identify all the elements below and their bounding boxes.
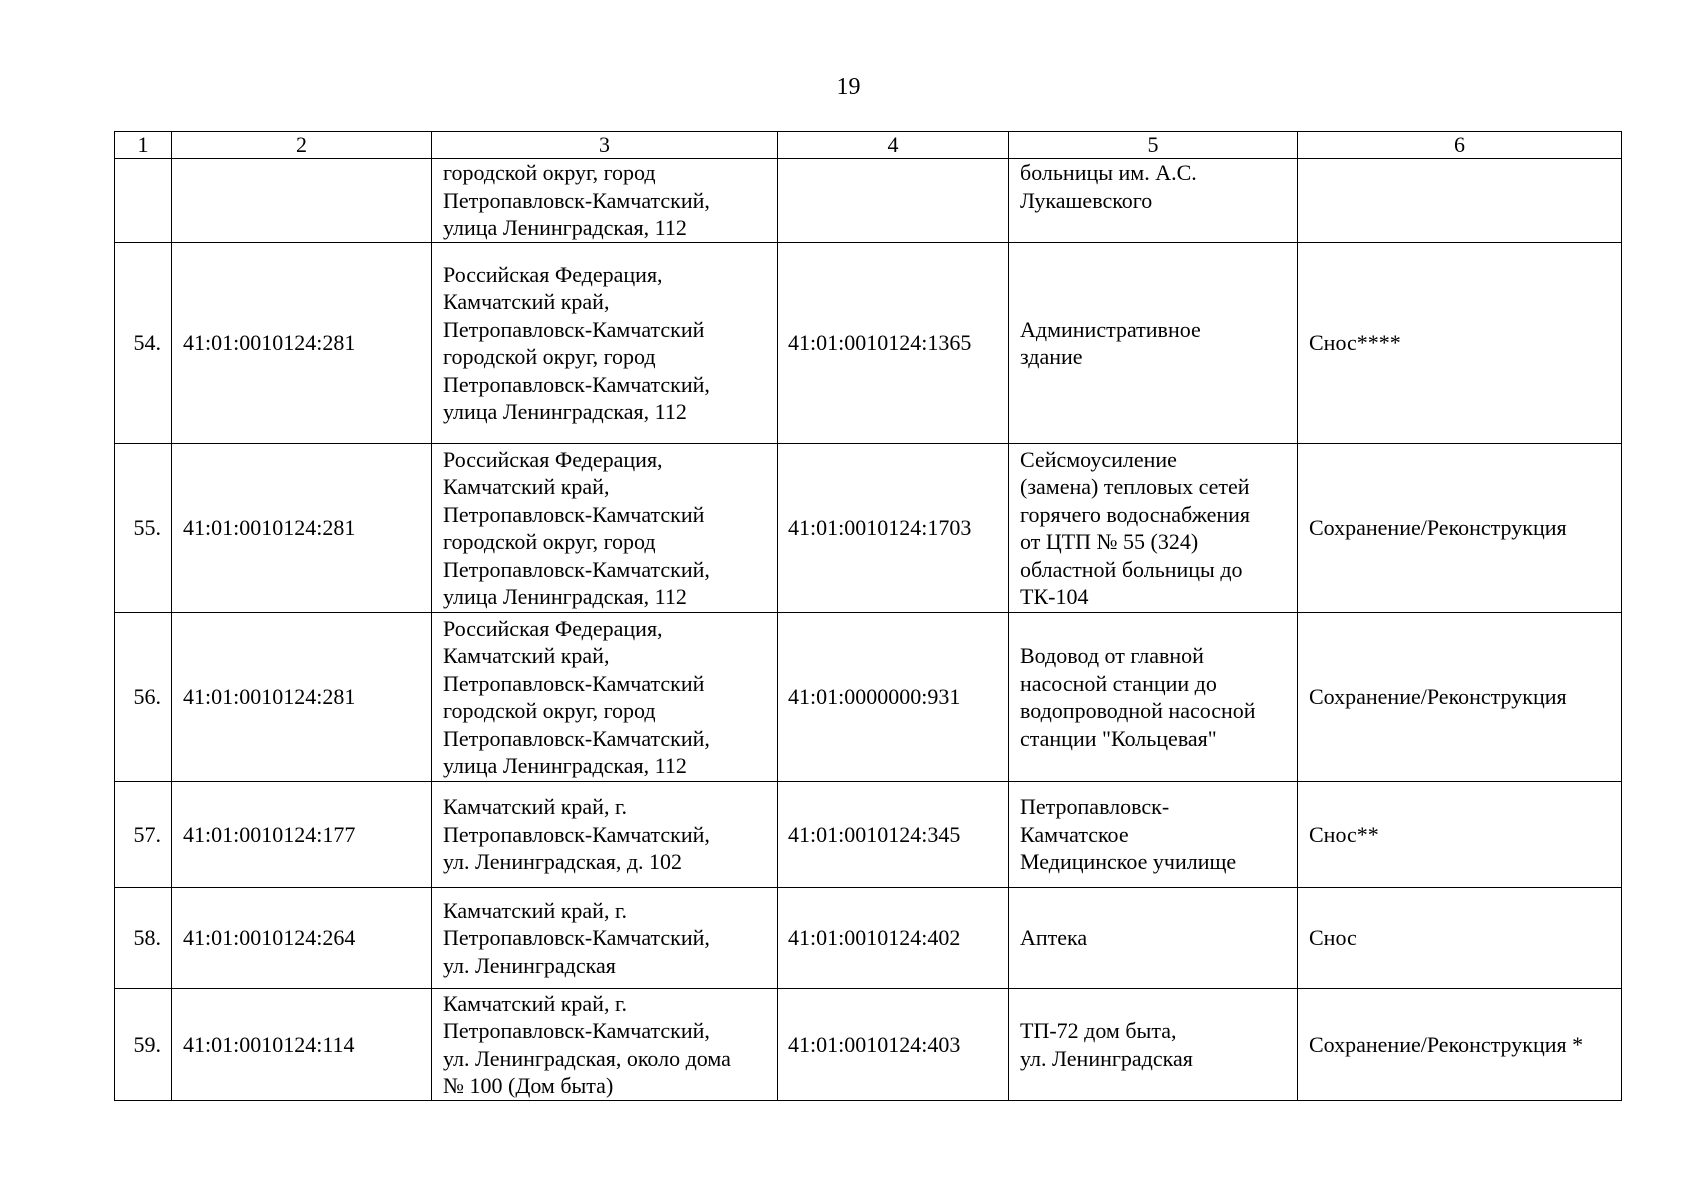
- action-cell: Сохранение/Реконструкция: [1298, 613, 1622, 782]
- object-name-line: горячего водоснабжения: [1020, 501, 1251, 527]
- table-row: [115, 444, 1622, 613]
- cadastral-cell: 41:01:0010124:1365: [778, 243, 1009, 444]
- column-header: 4: [778, 132, 1009, 159]
- object-name-line: Петропавловск-: [1020, 794, 1170, 820]
- parcel-cell: 41:01:0010124:281: [172, 444, 432, 613]
- address-line: городской округ, город: [443, 529, 656, 554]
- address-cell: [432, 159, 778, 243]
- object-name-cell: [1009, 243, 1298, 444]
- cadastral-cell: 41:01:0000000:931: [778, 613, 1009, 782]
- objects-table: [114, 131, 1622, 1101]
- column-header: 1: [115, 132, 172, 159]
- object-name-cell: [1009, 613, 1298, 782]
- object-name-line: от ЦТП № 55 (324): [1020, 529, 1199, 554]
- cadastral-cell: 41:01:0010124:345: [778, 782, 1009, 888]
- address-line: Петропавловск-Камчатский,: [443, 725, 710, 751]
- page-number: 19: [836, 74, 861, 100]
- action-cell: Снос****: [1298, 243, 1622, 444]
- column-header: 2: [172, 132, 432, 159]
- table-row: [115, 888, 1622, 989]
- address-line: улица Ленинградская, 112: [443, 753, 687, 778]
- row-number-cell: 58.: [115, 888, 172, 989]
- parcel-cell: 41:01:0010124:177: [172, 782, 432, 888]
- row-number-cell: [115, 159, 172, 243]
- address-line: городской округ, город: [443, 698, 656, 723]
- address-line: № 100 (Дом быта): [443, 1073, 614, 1098]
- parcel-cell: 41:01:0010124:281: [172, 243, 432, 444]
- table-row: [115, 613, 1622, 782]
- object-name-line: ТП-72 дом быта,: [1020, 1018, 1177, 1043]
- table-row: [115, 989, 1622, 1101]
- object-name-line: Аптека: [1020, 925, 1088, 951]
- object-name-cell: [1009, 888, 1298, 989]
- address-line: Петропавловск-Камчатский,: [443, 556, 710, 582]
- address-line: Петропавловск-Камчатский: [443, 501, 705, 527]
- address-line: Петропавловск-Камчатский: [443, 670, 705, 696]
- object-name-cell: [1009, 782, 1298, 888]
- header-row: [115, 132, 1622, 159]
- parcel-cell: 41:01:0010124:281: [172, 613, 432, 782]
- address-line: ул. Ленинградская: [443, 952, 616, 978]
- address-line: Петропавловск-Камчатский,: [443, 187, 710, 213]
- cadastral-cell: 41:01:0010124:402: [778, 888, 1009, 989]
- address-cell: [432, 444, 778, 613]
- address-line: городской округ, город: [443, 160, 656, 186]
- object-name-line: областной больницы до: [1020, 556, 1243, 582]
- address-line: Камчатский край, г.: [443, 990, 627, 1016]
- object-name-line: больницы им. А.С.: [1020, 160, 1197, 185]
- address-line: Российская Федерация,: [443, 261, 663, 287]
- object-name-line: Сейсмоусиление: [1020, 446, 1177, 472]
- cadastral-cell: 41:01:0010124:403: [778, 989, 1009, 1101]
- row-number-cell: 54.: [115, 243, 172, 444]
- object-name-line: Водовод от главной: [1020, 643, 1204, 668]
- address-line: Петропавловск-Камчатский,: [443, 821, 710, 847]
- address-line: Камчатский край, г.: [443, 897, 627, 923]
- row-number-cell: 59.: [115, 989, 172, 1101]
- object-name-line: Административное: [1020, 316, 1201, 342]
- row-number-cell: 57.: [115, 782, 172, 888]
- address-cell: [432, 888, 778, 989]
- table-row: [115, 159, 1622, 243]
- object-name-cell: [1009, 444, 1298, 613]
- parcel-cell: 41:01:0010124:114: [172, 989, 432, 1101]
- address-line: улица Ленинградская, 112: [443, 215, 687, 241]
- object-name-line: Камчатское: [1020, 821, 1129, 847]
- address-line: городской округ, город: [443, 344, 656, 369]
- table-row: [115, 782, 1622, 888]
- row-number-cell: 56.: [115, 613, 172, 782]
- address-line: улица Ленинградская, 112: [443, 399, 687, 424]
- row-number-cell: 55.: [115, 444, 172, 613]
- address-line: Петропавловск-Камчатский,: [443, 925, 710, 951]
- object-name-line: водопроводной насосной: [1020, 698, 1256, 723]
- cadastral-cell: [778, 159, 1009, 243]
- object-name-line: Медицинское училище: [1020, 849, 1237, 875]
- object-name-line: ТК-104: [1020, 584, 1089, 609]
- address-line: Камчатский край, г.: [443, 794, 627, 820]
- action-cell: Сохранение/Реконструкция *: [1298, 989, 1622, 1101]
- object-name-line: Лукашевского: [1020, 187, 1153, 213]
- address-line: Петропавловск-Камчатский,: [443, 1018, 710, 1043]
- action-cell: Снос**: [1298, 782, 1622, 888]
- address-line: Российская Федерация,: [443, 615, 663, 641]
- address-cell: [432, 782, 778, 888]
- object-name-cell: [1009, 989, 1298, 1101]
- address-cell: [432, 989, 778, 1101]
- address-line: Российская Федерация,: [443, 446, 663, 472]
- cadastral-cell: 41:01:0010124:1703: [778, 444, 1009, 613]
- object-name-cell: [1009, 159, 1298, 243]
- action-cell: Сохранение/Реконструкция: [1298, 444, 1622, 613]
- table-row: [115, 243, 1622, 444]
- parcel-cell: [172, 159, 432, 243]
- address-line: Петропавловск-Камчатский: [443, 316, 705, 342]
- parcel-cell: 41:01:0010124:264: [172, 888, 432, 989]
- address-line: Камчатский край,: [443, 474, 610, 499]
- address-line: Петропавловск-Камчатский,: [443, 371, 710, 397]
- object-name-line: станции "Кольцевая": [1020, 725, 1217, 751]
- action-cell: Снос: [1298, 888, 1622, 989]
- address-line: улица Ленинградская, 112: [443, 584, 687, 609]
- column-header: 6: [1298, 132, 1622, 159]
- action-cell: [1298, 159, 1622, 243]
- object-name-line: насосной станции до: [1020, 670, 1217, 696]
- column-header: 3: [432, 132, 778, 159]
- address-cell: [432, 613, 778, 782]
- object-name-line: (замена) тепловых сетей: [1020, 474, 1250, 499]
- address-cell: [432, 243, 778, 444]
- address-line: Камчатский край,: [443, 289, 610, 314]
- address-line: Камчатский край,: [443, 643, 610, 668]
- address-line: ул. Ленинградская, около дома: [443, 1045, 731, 1071]
- address-line: ул. Ленинградская, д. 102: [443, 849, 683, 875]
- object-name-line: здание: [1020, 344, 1083, 369]
- column-header: 5: [1009, 132, 1298, 159]
- object-name-line: ул. Ленинградская: [1020, 1045, 1193, 1071]
